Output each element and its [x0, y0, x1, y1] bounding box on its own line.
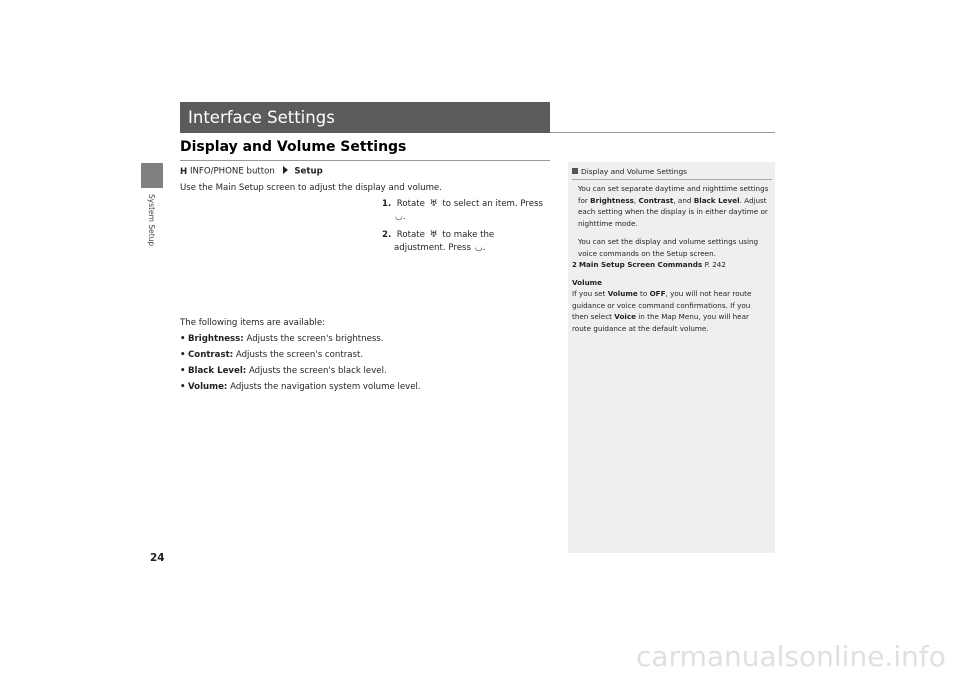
step-text: . [402, 211, 406, 222]
available-intro: The following items are available: [180, 318, 326, 328]
note-icon [572, 168, 578, 174]
reference-arrow-icon: 2 [572, 261, 577, 269]
note-paragraph: You can set the display and volume settings using voice commands on the Setup screen. [578, 237, 759, 258]
enter-button-icon: ◡ [474, 242, 483, 253]
interface-dial-icon: ♅ [429, 230, 438, 240]
step-number: 1. [382, 199, 392, 209]
item-desc: Adjusts the navigation system volume level. [230, 382, 421, 392]
step-2 [382, 229, 494, 254]
chapter-label: System Setup [147, 194, 156, 247]
note-paragraph: If you set Volume to OFF, you will not hear route guidance or voice command confirmations. If you then select Voice in the Map Menu, you will hear route guidance at the default volume. [572, 289, 752, 333]
step-text: Rotate [396, 230, 425, 240]
title-divider [180, 160, 550, 161]
side-note-panel [568, 162, 775, 553]
list-item: • Contrast: Adjusts the screen's contrast. [180, 350, 364, 360]
step-1 [382, 198, 543, 223]
note-paragraph: You can set separate daytime and nighttime settings for Brightness, Contrast, and Black Level. Adjust each setting when the display is in either daytime or nighttime mode. [578, 184, 769, 228]
item-term: Black Level: [188, 366, 247, 376]
item-desc: Adjusts the screen's brightness. [246, 334, 384, 344]
item-term: Brightness: [188, 334, 244, 344]
intro-text: Use the Main Setup screen to adjust the display and volume. [180, 183, 442, 193]
interface-dial-icon: ♅ [429, 199, 438, 209]
list-item: • Black Level: Adjusts the screen's black level. [180, 366, 387, 376]
banner-title: Interface Settings [188, 108, 335, 127]
path-arrow-icon [283, 166, 288, 174]
cross-reference-link[interactable]: 2 Main Setup Screen Commands P. 242 [572, 259, 768, 272]
page-number: 24 [150, 552, 165, 564]
items-list [180, 334, 421, 398]
note-heading: Display and Volume Settings [572, 167, 687, 176]
step-text: to make the [442, 230, 495, 240]
note-subheading: Volume [572, 278, 603, 287]
step-text: Rotate [396, 199, 425, 209]
page-title: Display and Volume Settings [180, 139, 407, 155]
item-desc: Adjusts the screen's black level. [248, 366, 387, 376]
chapter-tab [141, 163, 163, 188]
list-item: • Brightness: Adjusts the screen's brightness. [180, 334, 384, 344]
note-divider [572, 179, 772, 180]
watermark: carmanualsonline.info [636, 640, 946, 673]
home-button-icon: H [180, 166, 188, 177]
banner-divider [550, 132, 775, 133]
path-target: Setup [294, 166, 323, 177]
step-text: adjustment. Press [394, 242, 471, 253]
path-button: INFO/PHONE button [189, 166, 275, 177]
step-text: to select an item. Press [442, 199, 543, 209]
enter-button-icon: ◡ [395, 211, 403, 222]
item-term: Volume: [188, 382, 228, 392]
item-term: Contrast: [188, 350, 234, 360]
menu-path [180, 166, 323, 177]
step-number: 2. [382, 230, 392, 240]
step-text: . [482, 242, 486, 253]
item-desc: Adjusts the screen's contrast. [235, 350, 364, 360]
section-banner [180, 102, 550, 133]
list-item: • Volume: Adjusts the navigation system volume level. [180, 382, 421, 392]
